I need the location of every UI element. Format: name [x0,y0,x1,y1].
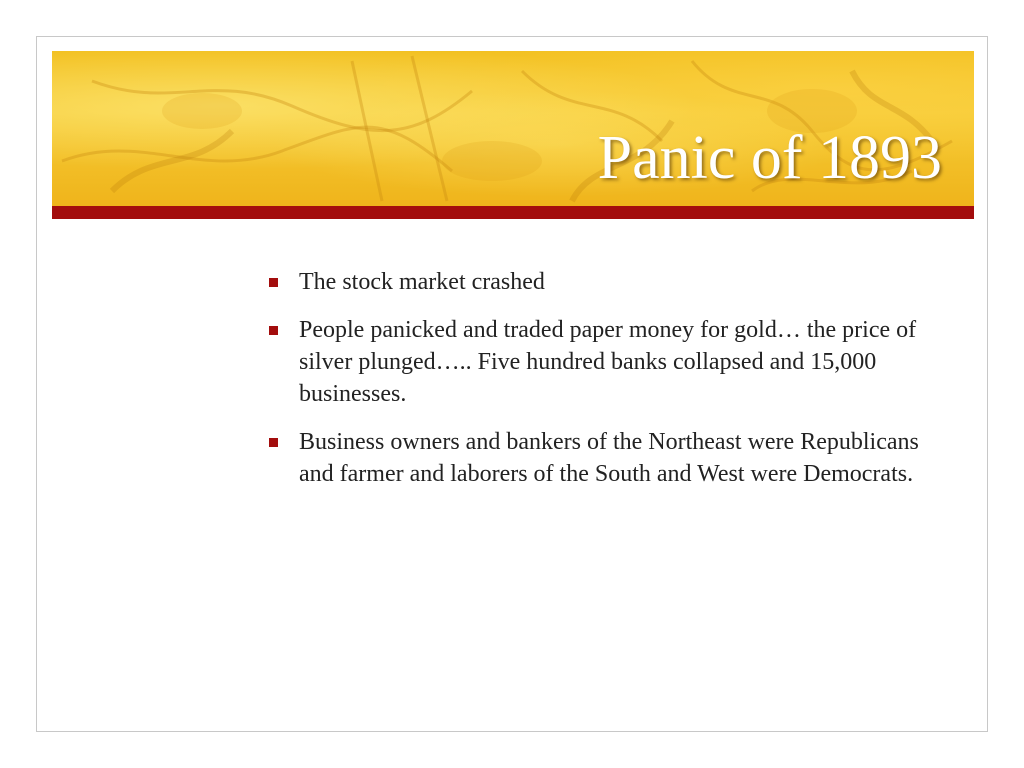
bullet-text: Business owners and bankers of the Northeast were Republicans and farmer and laborers of the South and West were Democrats. [299,429,919,487]
bullet-list [269,266,929,506]
square-bullet-icon [269,438,278,447]
slide [36,36,988,732]
title-banner [52,51,974,206]
slide-title: Panic of 1893 [597,124,942,192]
square-bullet-icon [269,278,278,287]
title-divider [52,206,974,219]
list-item [269,266,929,298]
list-item [269,314,929,410]
list-item [269,426,929,490]
bullet-text: People panicked and traded paper money for gold… the price of silver plunged….. Five hundred banks collapsed and 15,000 businesses. [299,317,917,407]
square-bullet-icon [269,326,278,335]
bullet-text: The stock market crashed [299,269,545,295]
